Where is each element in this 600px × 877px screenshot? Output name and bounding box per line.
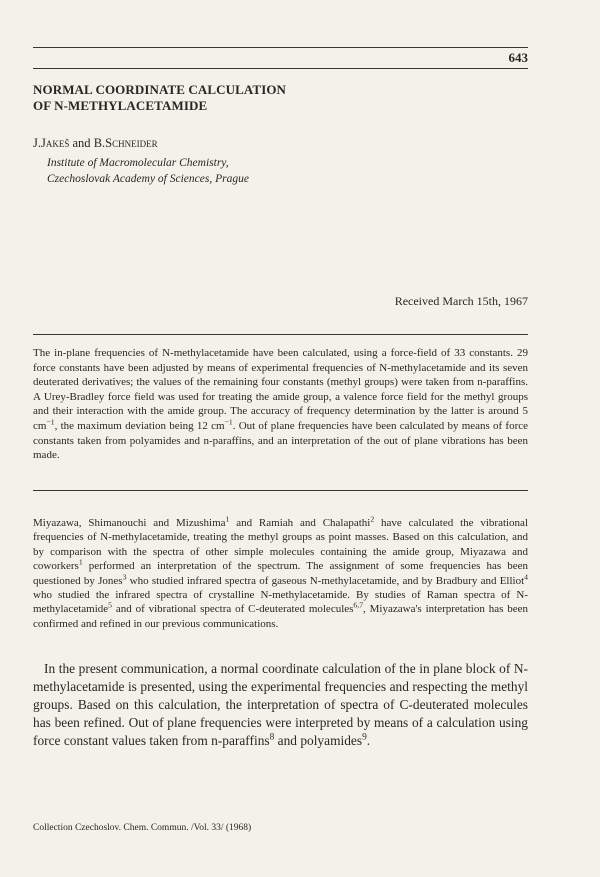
- author-list: [33, 136, 158, 151]
- author-conjunction: and: [72, 136, 91, 150]
- title-line-2: OF N-METHYLACETAMIDE: [33, 98, 208, 113]
- journal-footer: Collection Czechoslov. Chem. Commun. /Vol. 33/ (1968): [33, 823, 252, 833]
- reference-marker: 1: [78, 557, 83, 567]
- abstract: The in-plane frequencies of N-methylacetamide have been calculated, using a force-field of 33 constants. 29 force constants have been adjusted by means of experimental frequencies of N-methylacetamide and its seven deuterated derivatives; the values of the remaining four constants (methyl groups) were taken from n-paraffins. A Urey-Bradley force field was used for treating the amide group, a valence force field for the methyl groups and their interaction with the amide group. The accuracy of frequency determination by the latter is around 5 $cm^{-1}$, the maximum deviation being 12 $cm^{-1}$. Out of plane frequencies have been calculated by means of force constants taken from polyamides and n-paraffins, and an interpretation of the out of plane vibrations has been made.: [33, 347, 528, 462]
- reference-marker: 6,7: [353, 600, 364, 610]
- affiliation-line-2: Czechoslovak Academy of Sciences, Prague: [47, 173, 249, 185]
- title-line-1: NORMAL COORDINATE CALCULATION: [33, 82, 287, 97]
- reference-marker: 9: [362, 732, 367, 743]
- body-paragraph: In the present communication, a normal coordinate calculation of the in plane block of N-methylacetamide is presented, using the experimental frequencies and respecting the methyl groups. Based on this calculation, the interpretation of spectra of C-deuterated molecules has been refined. Out of plane frequencies were interpreted by means of a calculation using force constant values taken from n-paraffins$^8$ and polyamides$^9$.: [33, 661, 528, 748]
- reference-marker: 1: [225, 514, 230, 524]
- header-top-rule: [33, 47, 528, 48]
- reference-marker: 3: [122, 571, 127, 581]
- header-bottom-rule: [33, 68, 528, 69]
- article-title: [33, 82, 433, 114]
- affiliation-line-1: Institute of Macromolecular Chemistry,: [47, 157, 229, 169]
- author-2-initial: B.: [93, 136, 106, 150]
- reference-marker: 8: [269, 732, 275, 743]
- abstract-top-rule: [33, 334, 528, 335]
- author-1-initial: J.: [33, 136, 41, 150]
- affiliation: [47, 155, 249, 187]
- author-1-name: Jakeš: [41, 136, 70, 150]
- page-number: 643: [508, 50, 528, 65]
- reference-marker: 2: [370, 514, 375, 524]
- reference-marker: 5: [108, 600, 112, 610]
- reference-marker: 4: [524, 571, 528, 581]
- abstract-bottom-rule: [33, 490, 528, 491]
- intro-paragraph: Miyazawa, Shimanouchi and Mizushima$^1$ and Ramiah and Chalapathi$^2$ have calculated the vibrational frequencies of N-methylacetamide, treating the methyl groups as point masses. Based on this calculation, and by comparison with the spectra of other simple molecules containing the amide group, Miyazawa and coworkers$^1$ performed an interpretation of the spectrum. The assignment of some frequencies has been questioned by Jones$^3$ who studied infrared spectra of gaseous N-methylacetamide, and by Bradbury and Elliot$^4$ who studied the infrared spectra of crystalline N-methylacetamide. By studies of Raman spectra of N-methylacetamide$^5$ and of vibrational spectra of C-deuterated molecules$^{6,7}$, Miyazawa's interpretation has been confirmed and refined in our previous communications.: [33, 514, 528, 630]
- received-date: Received March 15th, 1967: [394, 294, 528, 308]
- author-2-name: Schneider: [105, 136, 158, 150]
